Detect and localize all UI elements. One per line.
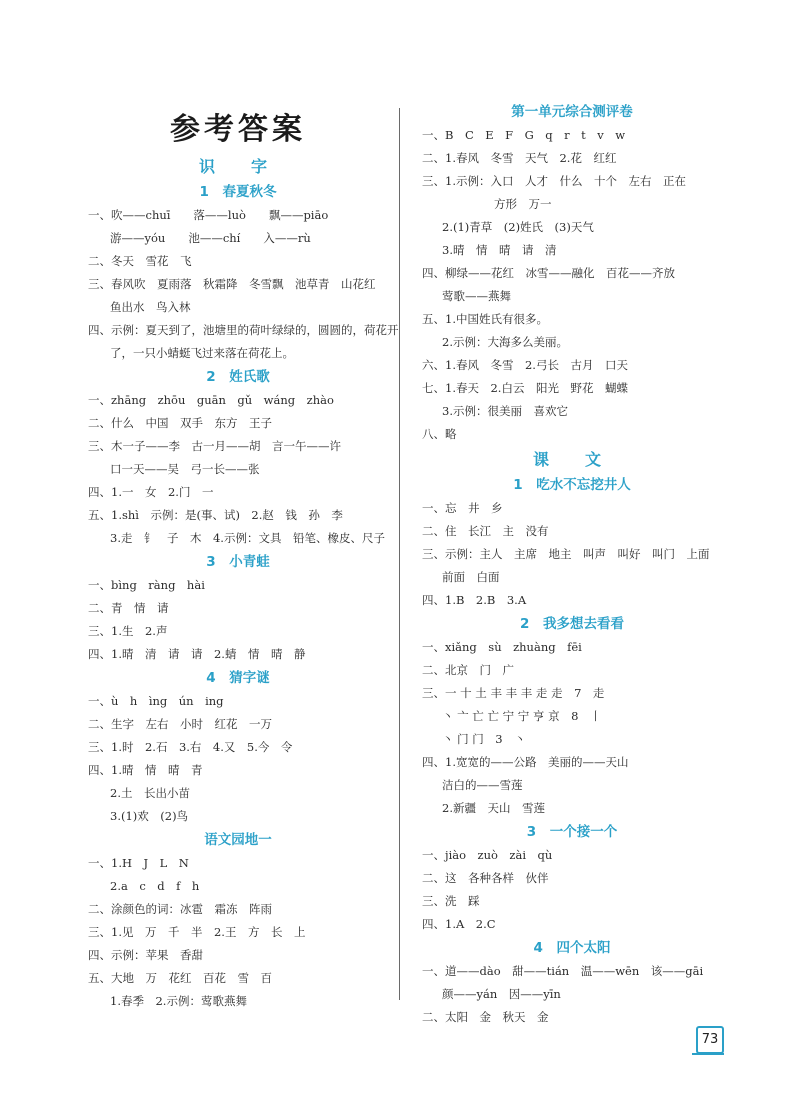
page-number: 73 [696,1026,724,1054]
lesson-heading: 3 一个接一个 [526,824,618,840]
answer-line: 三、木一子——李 古一月——胡 言一午——许 [88,439,341,453]
answer-line: 2.新疆 天山 雪莲 [442,801,545,815]
answer-line: 二、北京 门 广 [422,663,514,677]
answer-line: 2.(1)青草 (2)姓氏 (3)天气 [442,220,594,234]
answer-line: 2.示例：大海多么美丽。 [442,335,568,349]
answer-line: 三、示例：主人 主席 地主 叫声 叫好 叫门 上面 [422,547,710,561]
answer-line: 四、1.晴 情 晴 青 [88,763,203,777]
lesson-heading: 语文园地一 [204,832,272,848]
lesson-heading: 2 我多想去看看 [520,616,624,632]
answer-line: 口一天——吴 弓一长——张 [110,462,260,476]
answer-line: 3.走 钅 子 木 4.示例：文具 铅笔、橡皮、尺子 [110,531,385,545]
lesson-heading: 4 四个太阳 [533,940,611,956]
answer-line: 前面 白面 [442,570,500,584]
answer-line: 三、1.见 万 千 半 2.王 方 长 上 [88,925,306,939]
answer-line: 2.土 长出小苗 [110,786,190,800]
answer-line: 1.春季 2.示例：莺歌燕舞 [110,994,247,1008]
answer-line: 四、示例：苹果 香甜 [88,948,203,962]
lesson-heading: 3 小青蛙 [206,554,270,570]
answer-line: 一、zhāng zhōu guān gǔ wáng zhào [88,393,334,407]
answer-line: 五、大地 万 花红 百花 雪 百 [88,971,272,985]
answer-line: 莺歌——燕舞 [442,289,511,303]
answer-line: 一、bìng ràng hài [88,578,205,592]
answer-line: 3.晴 情 晴 请 清 [442,243,557,257]
lesson-heading: 2 姓氏歌 [206,369,270,385]
answer-line: 二、住 长江 主 没有 [422,524,549,538]
right-column [422,100,722,1029]
left-column [88,100,399,1013]
answer-line: 游——yóu 池——chí 入——rù [110,231,311,245]
answer-line: 四、1.一 女 2.门 一 [88,485,214,499]
answer-line: 一、ù h ìng ún ing [88,694,224,708]
answer-line: 鱼出水 鸟入林 [110,300,191,314]
answer-line: 四、示例：夏天到了，池塘里的荷叶绿绿的，圆圆的，荷花开 [88,323,399,337]
answer-line: 3.示例：很美丽 喜欢它 [442,404,568,418]
answer-line: 五、1.shì 示例：是(事、试) 2.赵 钱 孙 李 [88,508,343,522]
answer-line: 三、春风吹 夏雨落 秋霜降 冬雪飘 池草青 山花红 [88,277,376,291]
lesson-heading: 4 猜字谜 [206,670,270,686]
answer-line: 六、1.春风 冬雪 2.弓长 古月 口天 [422,358,628,372]
answer-line: 八、略 [422,427,457,441]
answer-line: 一、xiǎng sù zhuàng fēi [422,640,582,654]
answer-line: 二、生字 左右 小时 红花 一万 [88,717,272,731]
answer-line: 二、冬天 雪花 飞 [88,254,192,268]
lesson-heading: 1 吃水不忘挖井人 [513,477,631,493]
answer-line: 四、1.晴 清 请 请 2.蜻 情 晴 静 [88,647,306,661]
section-heading-shizi: 识 字 [198,157,277,176]
answer-line: 丶 亠 亡 亡 宁 宁 亨 京 8 丨 [442,709,602,723]
answer-line: 一、吹——chuī 落——luò 飘——piāo [88,208,329,222]
answer-line: 二、太阳 金 秋天 金 [422,1010,549,1024]
answer-line: 四、1.A 2.C [422,917,496,931]
answer-line: 二、什么 中国 双手 东方 王子 [88,416,272,430]
answer-line: 洁白的——雪莲 [442,778,523,792]
answer-line: 一、1.H J L N [88,856,189,870]
answer-line: 四、1.B 2.B 3.A [422,593,527,607]
answer-line: 二、这 各种各样 伙伴 [422,871,549,885]
answer-line: 3.(1)欢 (2)鸟 [110,809,189,823]
answer-line: 二、1.春风 冬雪 天气 2.花 红红 [422,151,617,165]
answer-line: 七、1.春天 2.白云 阳光 野花 蝴蝶 [422,381,628,395]
unit-test-heading: 第一单元综合测评卷 [511,104,633,120]
lesson-heading: 1 春夏秋冬 [199,184,277,200]
answer-line: 丶 门 门 3 丶 [442,732,526,746]
answer-line: 三、1.生 2.声 [88,624,168,638]
answer-line: 二、涂颜色的词：冰雹 霜冻 阵雨 [88,902,272,916]
page-number-underline [692,1053,724,1055]
page-title: 参考答案 [170,112,306,147]
answer-line: 四、1.宽宽的——公路 美丽的——天山 [422,755,629,769]
answer-line: 一、忘 井 乡 [422,501,503,515]
column-divider [399,108,400,1000]
answer-line: 三、1.时 2.石 3.右 4.又 5.今 令 [88,740,293,754]
answer-line: 四、柳绿——花红 冰雪——融化 百花——齐放 [422,266,675,280]
answer-line: 方形 万一 [494,197,552,211]
answer-line: 了，一只小蜻蜓飞过来落在荷花上。 [110,346,294,360]
answer-line: 三、一 十 土 丰 丰 丰 走 走 7 走 [422,686,605,700]
answer-line: 2.a c d f h [110,879,200,893]
answer-line: 一、jiào zuò zài qù [422,848,553,862]
answer-line: 颜——yán 因——yīn [442,987,561,1001]
answer-line: 一、B C E F G q r t v w [422,128,626,142]
answer-line: 三、洗 踩 [422,894,480,908]
section-heading-kewen: 课 文 [532,450,611,469]
answer-line: 五、1.中国姓氏有很多。 [422,312,548,326]
answer-line: 二、青 情 请 [88,601,169,615]
answer-line: 一、道——dào 甜——tián 温——wēn 该——gāi [422,964,704,978]
answer-line: 三、1.示例：入口 人才 什么 十个 左右 正在 [422,174,686,188]
